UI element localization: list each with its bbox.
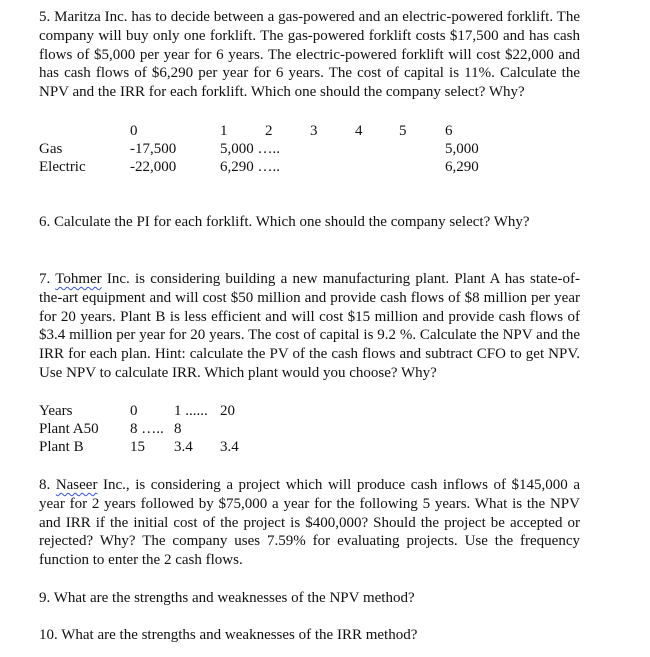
plant-b-label: Plant B	[39, 439, 84, 455]
row-gas-year-6: 5,000	[445, 141, 479, 157]
header-year-2: 2	[265, 123, 273, 139]
question-8-text	[39, 476, 580, 570]
years-1: 1 ......	[174, 403, 208, 419]
row-gas-year-1: 5,000 …..	[220, 141, 280, 157]
plant-a-cf-20: 8	[174, 421, 182, 437]
header-year-1: 1	[220, 123, 228, 139]
plant-b-cost: 15	[130, 439, 145, 455]
question-8-body: Inc., is considering a project which will produce cash inflows of $145,000 a year for 2 years followed by $75,000 a year for the following 5 years. What is the NPV and IRR if the initial cost of the project is $400,000? Should the project be accepted or rejected? Why? The company uses 7.59% for evaluating projects. Use the frequency function to enter the 2 cash flows.	[39, 477, 580, 569]
plant-a-label: Plant A50	[39, 421, 99, 437]
years-label: Years	[39, 403, 73, 419]
question-7-body: Inc. is considering building a new manufacturing plant. Plant A has state-of-the-art equipment and will cost $50 million and provide cash flows of $8 million per year for 20 years. Plant B is less efficient and will cost $15 million and provide cash flows of $3.4 million per year for 20 years. The cost of capital is 9.2 %. Calculate the NPV and the IRR for each plan. Hint: calculate the PV of the cash flows and subtract CFO to get NPV. Use NPV to calculate IRR. Which plant would you choose? Why?	[39, 271, 580, 381]
row-electric-label: Electric	[39, 159, 86, 175]
question-10-text: 10. What are the strengths and weaknesses of the IRR method?	[39, 627, 418, 643]
question-6-text: 6. Calculate the PI for each forklift. Which one should the company select? Why?	[39, 214, 530, 230]
header-year-5: 5	[399, 123, 407, 139]
row-gas-label: Gas	[39, 141, 63, 157]
plant-b-cf-20: 3.4	[220, 439, 239, 455]
question-7-number: 7.	[39, 271, 56, 287]
header-year-3: 3	[310, 123, 318, 139]
question-5-text: 5. Maritza Inc. has to decide between a gas-powered and an electric-powered forklift. The company will buy only one forklift. The gas-powered forklift costs $17,500 and has cash flows of $5,000 per year for 6 years. The electric-powered forklift will cost $22,000 and has cash flows of $6,290 per year for 6 years. The cost of capital is 11%. Calculate the NPV and the IRR for each forklift. Which one should the company select? Why?	[39, 9, 580, 101]
question-8-number: 8.	[39, 477, 56, 493]
plant-a-cf-1: 8 …..	[130, 421, 164, 437]
row-electric-year-0: -22,000	[130, 159, 177, 175]
row-electric-year-1: 6,290 …..	[220, 159, 280, 175]
header-year-4: 4	[355, 123, 363, 139]
years-0: 0	[130, 403, 138, 419]
company-name-tohmer: Tohmer	[55, 271, 102, 287]
plant-b-cf-1: 3.4	[174, 439, 193, 455]
question-9-text: 9. What are the strengths and weaknesses of the NPV method?	[39, 590, 415, 606]
row-electric-year-6: 6,290	[445, 159, 479, 175]
header-year-0: 0	[130, 123, 138, 139]
years-20: 20	[220, 403, 235, 419]
header-year-6: 6	[445, 123, 453, 139]
row-gas-year-0: -17,500	[130, 141, 177, 157]
question-7-text	[39, 270, 580, 383]
company-name-naseer: Naseer	[55, 477, 98, 493]
